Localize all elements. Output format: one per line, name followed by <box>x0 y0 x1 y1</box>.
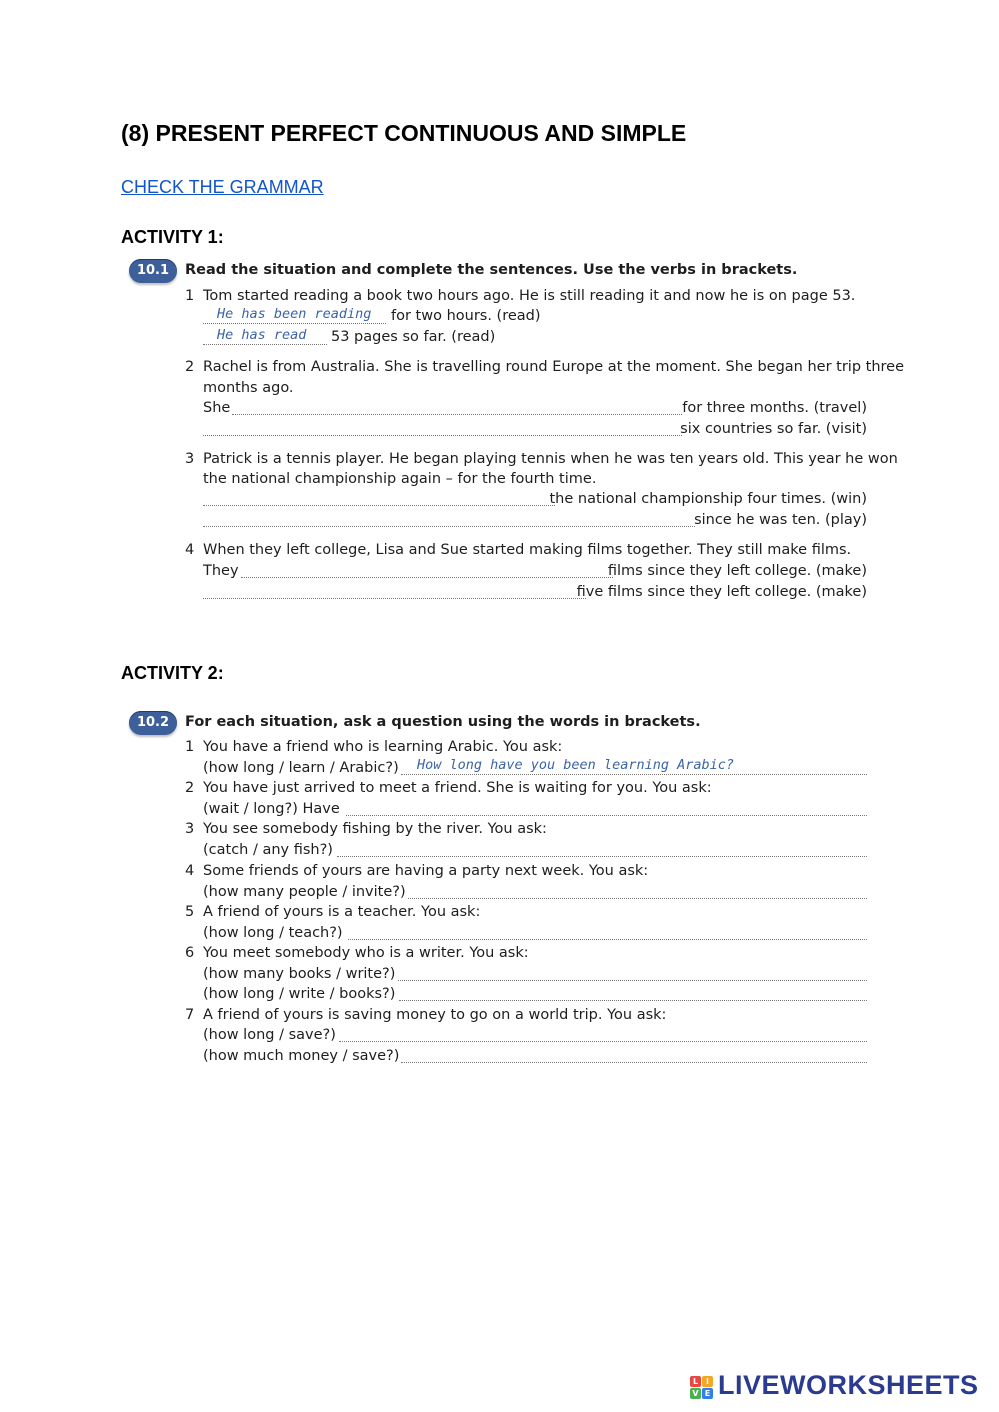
sentence-suffix: for three months. (travel) <box>682 400 867 416</box>
sentence-suffix: five films since they left college. (make) <box>576 584 867 600</box>
answer-blank[interactable] <box>232 414 682 415</box>
example-answer: He has read <box>217 327 307 343</box>
sentence-suffix: since he was ten. (play) <box>694 512 867 528</box>
logo-square: V <box>690 1388 701 1399</box>
answer-blank[interactable] <box>408 898 867 899</box>
question-cue: (wait / long?) Have <box>203 801 340 817</box>
answer-blank[interactable] <box>348 939 867 940</box>
situation-text: the national championship again – for the fourth time. <box>203 471 597 487</box>
item-number: 2 <box>185 780 195 796</box>
page-title: (8) PRESENT PERFECT CONTINUOUS AND SIMPLE <box>121 120 687 146</box>
item-number: 7 <box>185 1007 195 1023</box>
situation-text: When they left college, Lisa and Sue started making films together. They still make films. <box>203 542 852 558</box>
question-cue: (how many people / invite?) <box>203 884 406 900</box>
item-number: 3 <box>185 451 195 467</box>
situation-text: Tom started reading a book two hours ago. He is still reading it and now he is on page 53. <box>203 288 856 304</box>
item-number: 4 <box>185 863 195 879</box>
situation-text: Rachel is from Australia. She is travelling round Europe at the moment. She began her trip three <box>203 359 904 375</box>
sentence-prefix: She <box>203 400 231 416</box>
answer-blank[interactable] <box>203 505 555 506</box>
answer-line <box>203 323 386 324</box>
question-cue: (how long / learn / Arabic?) <box>203 760 399 776</box>
sentence-suffix: six countries so far. (visit) <box>680 421 867 437</box>
answer-line <box>401 774 867 775</box>
answer-blank[interactable] <box>203 435 682 436</box>
answer-blank[interactable] <box>203 598 586 599</box>
activity-2-heading: ACTIVITY 2: <box>121 663 224 683</box>
answer-blank[interactable] <box>401 1062 867 1063</box>
question-cue: (catch / any fish?) <box>203 842 333 858</box>
answer-blank[interactable] <box>398 980 867 981</box>
situation-text: A friend of yours is a teacher. You ask: <box>203 904 481 920</box>
logo-square: L <box>690 1376 701 1387</box>
example-answer: He has been reading <box>217 306 372 322</box>
exercise-badge: 10.1 <box>129 259 177 283</box>
exercise-badge: 10.2 <box>129 711 177 735</box>
sentence-suffix: films since they left college. (make) <box>607 563 867 579</box>
logo-square: I <box>702 1376 713 1387</box>
item-number: 4 <box>185 542 195 558</box>
liveworksheets-logo: LIVEWORKSHEETS <box>718 1370 979 1400</box>
exercise-instruction: For each situation, ask a question using the words in brackets. <box>185 714 701 730</box>
question-cue: (how long / teach?) <box>203 925 343 941</box>
item-number: 5 <box>185 904 195 920</box>
item-number: 2 <box>185 359 195 375</box>
question-cue: (how long / save?) <box>203 1027 336 1043</box>
item-number: 6 <box>185 945 195 961</box>
activity-1-heading: ACTIVITY 1: <box>121 227 224 247</box>
answer-blank[interactable] <box>241 577 613 578</box>
sentence-prefix: They <box>203 563 239 579</box>
check-grammar-link[interactable]: CHECK THE GRAMMAR <box>121 177 324 197</box>
item-number: 3 <box>185 821 195 837</box>
sentence-suffix: the national championship four times. (win) <box>549 491 867 507</box>
situation-text: You see somebody fishing by the river. You ask: <box>203 821 547 837</box>
sentence-suffix: for two hours. (read) <box>391 308 541 324</box>
item-number: 1 <box>185 739 195 755</box>
sentence-suffix: 53 pages so far. (read) <box>331 329 496 345</box>
situation-text: A friend of yours is saving money to go on a world trip. You ask: <box>203 1007 667 1023</box>
situation-text: You have just arrived to meet a friend. She is waiting for you. You ask: <box>203 780 712 796</box>
exercise-instruction: Read the situation and complete the sentences. Use the verbs in brackets. <box>185 262 798 278</box>
answer-blank[interactable] <box>203 526 695 527</box>
answer-blank[interactable] <box>346 815 867 816</box>
situation-text: You meet somebody who is a writer. You ask: <box>203 945 529 961</box>
situation-text: months ago. <box>203 380 294 396</box>
question-cue: (how long / write / books?) <box>203 986 396 1002</box>
situation-text: You have a friend who is learning Arabic. You ask: <box>203 739 563 755</box>
answer-blank[interactable] <box>399 1000 867 1001</box>
logo-square: E <box>702 1388 713 1399</box>
question-cue: (how much money / save?) <box>203 1048 400 1064</box>
example-answer: How long have you been learning Arabic? <box>417 757 734 773</box>
question-cue: (how many books / write?) <box>203 966 396 982</box>
answer-line <box>203 344 327 345</box>
situation-text: Patrick is a tennis player. He began playing tennis when he was ten years old. This year he won <box>203 451 898 467</box>
answer-blank[interactable] <box>337 856 867 857</box>
item-number: 1 <box>185 288 195 304</box>
situation-text: Some friends of yours are having a party next week. You ask: <box>203 863 649 879</box>
answer-blank[interactable] <box>339 1041 867 1042</box>
liveworksheets-logo-icon <box>690 1376 714 1400</box>
